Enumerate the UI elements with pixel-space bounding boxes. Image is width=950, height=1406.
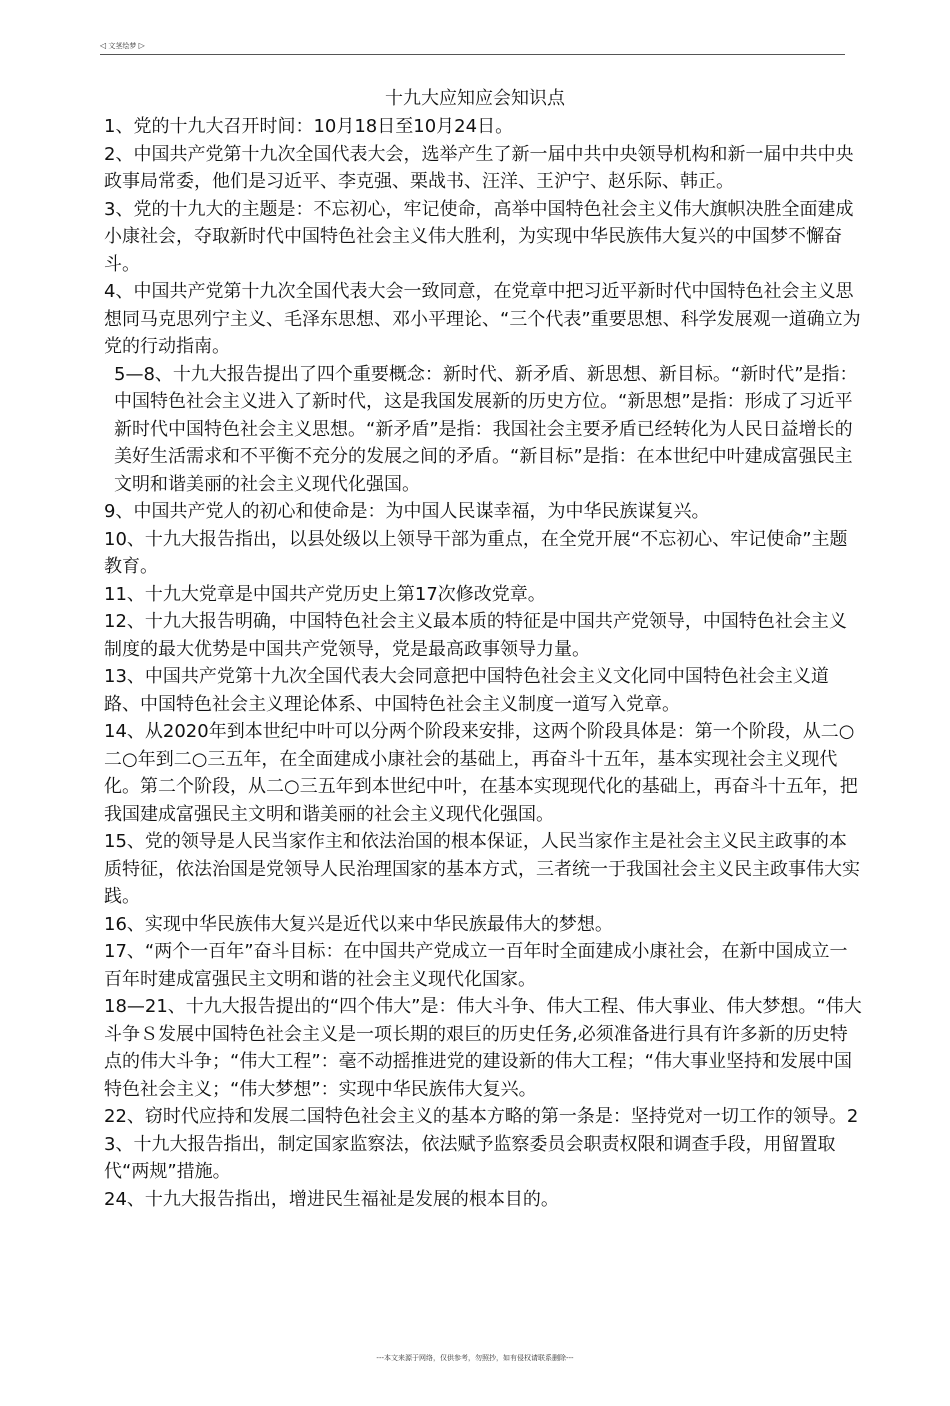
page-footer: ---本文来源于网络，仅供参考，勿照抄，如有侵权请联系删除--- — [376, 1354, 574, 1362]
paragraph: 18—21、十九大报告提出的“四个伟大”是：伟大斗争、伟大工程、伟大事业、伟大梦想。“伟大斗争Ｓ发展中国特色社会主义是一项长期的艰巨的历史任务,必须准备进行具有许多新的历史特点的伟大斗争；“伟大工程”：毫不动摇推进党的建设新的伟大工程；“伟大事业坚持和发展中国特色社会主义；“伟大梦想”：实现中华民族伟大复兴。 — [104, 996, 862, 1100]
page-header — [100, 38, 845, 54]
document-body — [104, 113, 862, 1213]
document-title: 十九大应知应会知识点 — [385, 88, 565, 109]
paragraph: 16、实现中华民族伟大复兴是近代以来中华民族最伟大的梦想。 — [104, 913, 613, 935]
header-label: 文茎绘梦 — [108, 42, 137, 50]
paragraph: 1、党的十九大召开时间：10月18日至10月24日。 — [104, 116, 514, 137]
paragraph: 17、“两个一百年”奋斗目标：在中国共产党成立一百年时全面建成小康社会，在新中国成立一百年时建成富强民主文明和谐的社会主义现代化国家。 — [104, 941, 848, 990]
paragraph: 9、中国共产党人的初心和使命是：为中国人民谋幸福，为中华民族谋复兴。 — [104, 501, 710, 522]
paragraph: 10、十九大报告指出，以县处级以上领导干部为重点，在全党开展“不忘初心、牢记使命”主题教育。 — [104, 528, 848, 577]
paragraph: 15、党的领导是人民当家作主和依法治国的根本保证，人民当家作主是社会主义民主政事的本质特征，依法治国是党领导人民治理国家的基本方式，三者统一于我国社会主义民主政事伟大实践。 — [104, 831, 860, 907]
paragraph: 2、中国共产党第十九次全国代表大会，选举产生了新一届中共中央领导机构和新一届中共中央政事局常委，他们是习近平、李克强、栗战书、汪洋、王沪宁、赵乐际、韩正。 — [104, 143, 854, 192]
paragraph: 11、十九大党章是中国共产党历史上第17次修改党章。 — [104, 583, 546, 605]
header-divider — [100, 54, 845, 55]
right-triangle-icon: ▷ — [138, 41, 145, 50]
paragraph: 4、中国共产党第十九次全国代表大会一致同意，在党章中把习近平新时代中国特色社会主义思想同马克思列宁主义、毛泽东思想、邓小平理论、“三个代表”重要思想、科学发展观一道确立为党的行动指南。 — [104, 281, 861, 357]
paragraph: 12、十九大报告明确，中国特色社会主义最本质的特征是中国共产党领导，中国特色社会主义制度的最大优势是中国共产党领导，党是最高政事领导力量。 — [104, 611, 847, 660]
paragraph: 13、中国共产党第十九次全国代表大会同意把中国特色社会主义文化同中国特色社会主义道路、中国特色社会主义理论体系、中国特色社会主义制度一道写入党章。 — [104, 666, 829, 715]
paragraph: 24、十九大报告指出，增进民生福祉是发展的根本目的。 — [104, 1188, 559, 1210]
paragraph: 3、党的十九大的主题是：不忘初心，牢记使命，高举中国特色社会主义伟大旗帜决胜全面建成小康社会，夺取新时代中国特色社会主义伟大胜利，为实现中华民族伟大复兴的中国梦不懈奋斗。 — [104, 198, 854, 275]
paragraph: 5—8、十九大报告提出了四个重要概念：新时代、新矛盾、新思想、新目标。“新时代”是指：中国特色社会主义进入了新时代，这是我国发展新的历史方位。“新思想”是指：形成了习近平新时代中国特色社会主义思想。“新矛盾”是指：我国社会主要矛盾已经转化为人民日益增长的美好生活需求和不平衡不充分的发展之间的矛盾。“新目标”是指：在本世纪中叶建成富强民主文明和谐美丽的社会主义现代化强国。 — [114, 363, 858, 495]
paragraph: 22、窃时代应持和发展二国特色社会主义的基本方略的第一条是：坚持党对一切工作的领导。23、十九大报告指出，制定国家监察法，依法赋予监察委员会职责权限和调查手段，用留置取代“两规”措施。 — [104, 1106, 859, 1182]
left-triangle-icon: ◁ — [100, 41, 107, 50]
paragraph: 14、从2020年到本世纪中叶可以分两个阶段来安排，这两个阶段具体是：第一个阶段，从二○二○年到二○三五年，在全面建成小康社会的基础上，再奋斗十五年，基本实现社会主义现代化。第二个阶段，从二○三五年到本世纪中叶，在基本实现现代化的基础上，再奋斗十五年，把我国建成富强民主文明和谐美丽的社会主义现代化强国。 — [104, 721, 858, 825]
